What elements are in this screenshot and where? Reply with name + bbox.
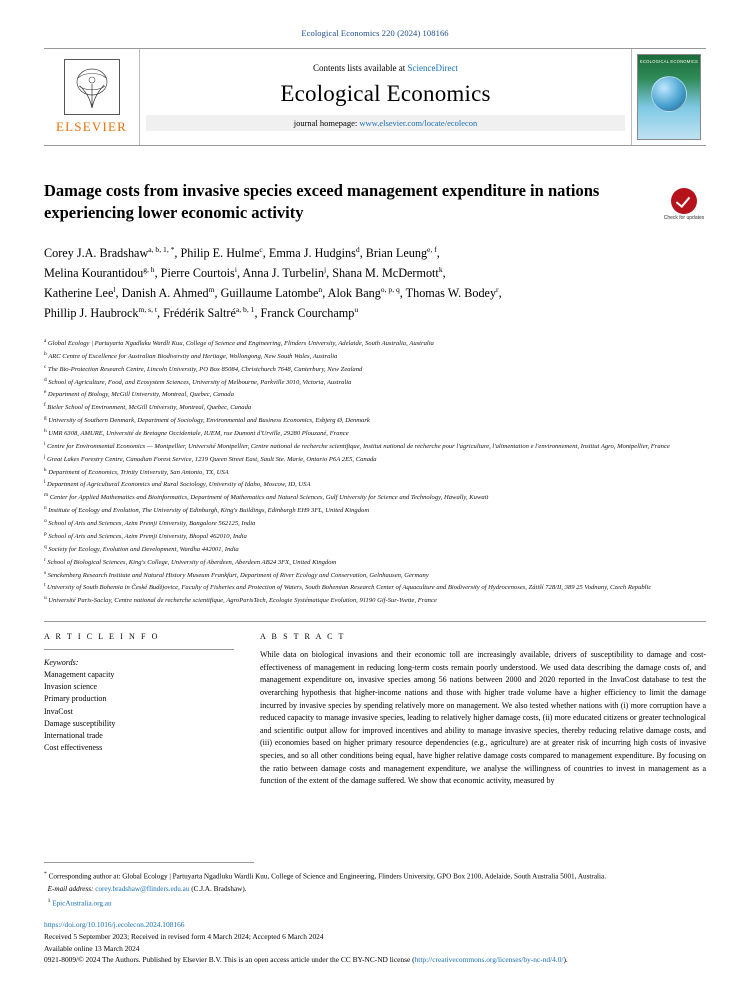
sciencedirect-link[interactable]: ScienceDirect — [407, 63, 458, 73]
author: Danish A. Ahmed$^m$ — [121, 284, 215, 300]
contents-line — [313, 63, 458, 73]
abstract-text: While data on biological invasions and their economic toll are increasingly available, drivers of susceptibility to damage and cost-effectiveness of management in reducing long-term costs remain poorly understood. We used data describing the damage costs of, and management expenditure on, invasive species among 56 nations between 2000 and 2020 reported in the InvaCost database to test the overarching hypothesis that higher-income nations and those with higher trade volume have a higher efficiency to limit the damage incurred by invasive species by spending relatively more on management. We also tested whether nations with (i) more corruption have a reduced capacity to manage invasive species, leading to relatively higher damage costs, (ii) more educated citizens or greater technological and scientific output allow for improved incentives and ability to manage invasive species, thereby reducing relative damage costs, and (iii) economies based on higher primary resource dependencies (e.g., agriculture) are at greater risk of incurring high costs of invasive species, and so all other conditions being equal, have higher relative damage costs compared to management expenditure. By focusing on the ratio between damage costs and management expenditure, we analyse the willingness of countries to invest in management as a function of the extent of the damage suffered. We show that economic activity, measured by — [260, 650, 706, 786]
keyword: Damage susceptibility — [44, 718, 116, 728]
author: Frédérik Saltré$^{a, b, 1}$ — [163, 304, 255, 320]
affiliation: $^b$ ARC Centre of Excellence for Australian Biodiversity and Heritage, Wollongong, New South Wales, Australia — [44, 350, 338, 361]
publisher-logo — [44, 49, 140, 145]
journal-masthead — [44, 48, 706, 146]
author: Emma J. Hudgins$^d$ — [268, 244, 360, 260]
affiliation: $^l$ Department of Agricultural Economics and Rural Sociology, University of Idaho, Moscow, ID, USA — [44, 479, 311, 489]
author: Thomas W. Bodey$^r$ — [405, 284, 499, 300]
elsevier-wordmark: ELSEVIER — [56, 119, 127, 134]
email-note — [44, 884, 706, 895]
keyword: Primary production — [44, 694, 107, 704]
footer-block — [44, 862, 706, 966]
journal-cover-title: ECOLOGICAL ECONOMICS — [639, 59, 699, 64]
footnote-link[interactable]: EpicAustralia.org.au — [52, 899, 112, 908]
copyright-text: 0921-8009/© 2024 The Authors. Published by Elsevier B.V. This is an open access article under the CC BY-NC-ND license ( — [44, 955, 415, 965]
keywords-list — [44, 669, 234, 754]
abstract-heading: A B S T R A C T — [260, 632, 346, 642]
page-title: Damage costs from invasive species exceed management expenditure in nations experiencing lower economic activity — [44, 181, 600, 223]
author: Pierre Courtois$^i$ — [160, 264, 237, 280]
article-info-heading: A R T I C L E I N F O — [44, 632, 160, 642]
globe-icon — [651, 76, 687, 112]
affiliation: $^n$ Institute of Ecology and Evolution, The University of Edinburgh, King's Buildings, Edinburgh EH9 3FL, United Kingdom — [44, 505, 370, 515]
keyword: InvaCost — [44, 706, 73, 716]
copyright-line — [44, 955, 706, 966]
contents-prefix: Contents lists available at — [313, 63, 406, 73]
author: Guillaume Latombe$^n$ — [220, 284, 323, 300]
affiliation: $^m$ Center for Applied Mathematics and Bioinformatics, Department of Mathematics and Natural Sciences, Gulf University for Science and Technology, Hawally, Kuwait — [44, 492, 489, 502]
affiliation: $^j$ Great Lakes Forestry Centre, Canadian Forest Service, 1219 Queen Street East, Sault Ste. Marie, Ontario P6A 2E5, Canada — [44, 453, 377, 463]
article-info-rule — [44, 649, 234, 650]
affiliation: $^s$ Senckenberg Research Institute and Natural History Museum Frankfurt, Department of River Ecology and Conservation, Gelnhausen, Germany — [44, 569, 429, 579]
affiliation: $^h$ UMR 6308, AMURE, Université de Bretagne Occidentale, IUEM, rue Dumont d'Urville, 29280 Plouzané, France — [44, 428, 349, 438]
info-abstract-columns — [44, 632, 706, 788]
author: Franck Courchamp$^u$ — [260, 304, 359, 320]
homepage-label: journal homepage: — [293, 118, 358, 128]
affiliation: $^q$ Society for Ecology, Evolution and Development, Wardha 442001, India — [44, 543, 239, 553]
author: Alok Bang$^{o, p, q}$ — [327, 284, 400, 300]
email-link[interactable]: corey.bradshaw@flinders.edu.au — [95, 884, 190, 893]
affiliation: $^f$ Bieler School of Environment, McGill University, Montreal, Quebec, Canada — [44, 402, 252, 412]
corresponding-text: Corresponding author at: Global Ecology | Partuyarta Ngadluku Wardli Kuu, College of Science and Engineering, Flinders University, GPO Box 2100, Adelaide, South Australia 5001, Australia. — [48, 872, 606, 881]
journal-cover-image — [637, 54, 701, 140]
author-list: Corey J.A. Bradshaw$^{a, b, 1, *}$, Philip E. Hulme$^c$, Emma J. Hudgins$^d$, Brian Leung$^{e, f}$, Melina Kourantidou$^{g, h}$, Pierre Courtois$^i$, Anna J. Turbelin$^j$, Shana M. McDermott$^k$, Katherine Lee$^l$, Danish A. Ahmed$^m$, Guillaume Latombe$^n$, Alok Bang$^{o, p, q}$, Thomas W. Bodey$^r$, Phillip J. Haubrock$^{m, s, t}$, Frédérik Saltré$^{a, b, 1}$, Franck Courchamp$^u$ — [44, 244, 502, 320]
doi-link[interactable]: https://doi.org/10.1016/j.ecolecon.2024.108166 — [44, 919, 185, 929]
affiliation: $^o$ School of Arts and Sciences, Azim Premji University, Bangalore 562125, India — [44, 518, 256, 528]
journal-homepage-bar — [146, 115, 625, 131]
affiliation: $^i$ Centre for Environmental Economics — Montpellier, Université Montpellier, Centre national de recherche scientifique, Institut national de recherche pour l'agriculture, l'alimentation e l'environnement, Institut Agro, Montpellier, France — [44, 440, 670, 451]
homepage-link[interactable]: www.elsevier.com/locate/ecolecon — [359, 118, 478, 128]
email-label: E-mail address: — [47, 884, 94, 893]
author: Melina Kourantidou$^{g, h}$ — [44, 264, 155, 280]
section-divider — [44, 621, 706, 622]
author: Philip E. Hulme$^c$ — [180, 244, 263, 260]
affiliation: $^p$ School of Arts and Sciences, Azim Premji University, Bhopal 462010, India — [44, 530, 247, 541]
affiliation-list — [44, 337, 706, 607]
footer-divider — [44, 862, 254, 863]
author: Katherine Lee$^l$ — [44, 284, 116, 300]
elsevier-tree-icon — [64, 59, 120, 115]
affiliation: $^k$ Department of Economics, Trinity University, San Antonio, TX, USA — [44, 466, 229, 476]
footnote-marker: 1 — [47, 897, 51, 904]
affiliation: $^d$ School of Agriculture, Food, and Ecosystem Sciences, University of Melbourne, Parkville 3010, Victoria, Australia — [44, 376, 352, 386]
license-link[interactable]: http://creativecommons.org/licenses/by-nc-nd/4.0/ — [414, 955, 564, 965]
abstract-column — [260, 632, 706, 788]
corresponding-marker: * — [44, 870, 47, 877]
publication-history: Received 5 September 2023; Received in revised form 4 March 2024; Accepted 6 March 2024 — [44, 932, 324, 942]
footnote-1 — [44, 897, 706, 909]
author: Shana M. McDermott$^k$ — [332, 264, 443, 280]
keyword: Management capacity — [44, 670, 115, 680]
keyword: Cost effectiveness — [44, 743, 103, 753]
article-info-column — [44, 632, 234, 788]
affiliation: $^t$ University of South Bohemia in České Budějovice, Faculty of Fisheries and Protection of Waters, South Bohemian Research Center of Aquaculture and Biodiversity of Hydrocenoses, Zátiší 728/II, 389 25 Vodnany, Czech Republic — [44, 582, 652, 592]
keyword: International trade — [44, 730, 103, 740]
affiliation: $^c$ The Bio-Protection Research Centre, Lincoln University, PO Box 85084, Christchurch 7648, Canterbury, New Zealand — [44, 363, 363, 373]
affiliation: $^g$ University of Southern Denmark, Department of Sociology, Environmental and Business Economics, Esbjerg Ø, Denmark — [44, 415, 370, 425]
author: Corey J.A. Bradshaw$^{a, b, 1, *}$ — [44, 244, 175, 260]
journal-cover — [631, 49, 706, 145]
keyword: Invasion science — [44, 682, 98, 692]
author: Phillip J. Haubrock$^{m, s, t}$ — [44, 304, 158, 320]
corresponding-author-note — [44, 870, 706, 882]
affiliation: $^u$ Université Paris-Saclay, Centre national de recherche scientifique, AgroParisTech, Ecologie Systématique Evolution, 91190 Gif-Sur-Yvette, France — [44, 595, 437, 605]
check-icon — [671, 188, 697, 214]
keywords-label: Keywords: — [44, 658, 79, 668]
crossmark-label: Check for updates — [663, 215, 705, 221]
journal-title: Ecological Economics — [280, 81, 491, 106]
masthead-center — [140, 49, 631, 145]
available-online: Available online 13 March 2024 — [44, 944, 140, 954]
affiliation: $^a$ Global Ecology | Partuyarta Ngadluku Wardli Kuu, College of Science and Engineering, Flinders University, Adelaide, South Australia, Australia — [44, 338, 434, 348]
copyright-end: ). — [563, 955, 568, 965]
affiliation: $^e$ Department of Biology, McGill University, Montreal, Quebec, Canada — [44, 389, 234, 399]
journal-reference: Ecological Economics 220 (2024) 108166 — [301, 28, 449, 38]
author: Anna J. Turbelin$^j$ — [242, 264, 327, 280]
affiliation: $^r$ School of Biological Sciences, King's College, University of Aberdeen, Aberdeen AB24 3FX, United Kingdom — [44, 556, 337, 566]
crossmark-badge[interactable] — [662, 188, 706, 222]
author: Brian Leung$^{e, f}$ — [365, 244, 437, 260]
email-owner: (C.J.A. Bradshaw). — [191, 884, 247, 893]
